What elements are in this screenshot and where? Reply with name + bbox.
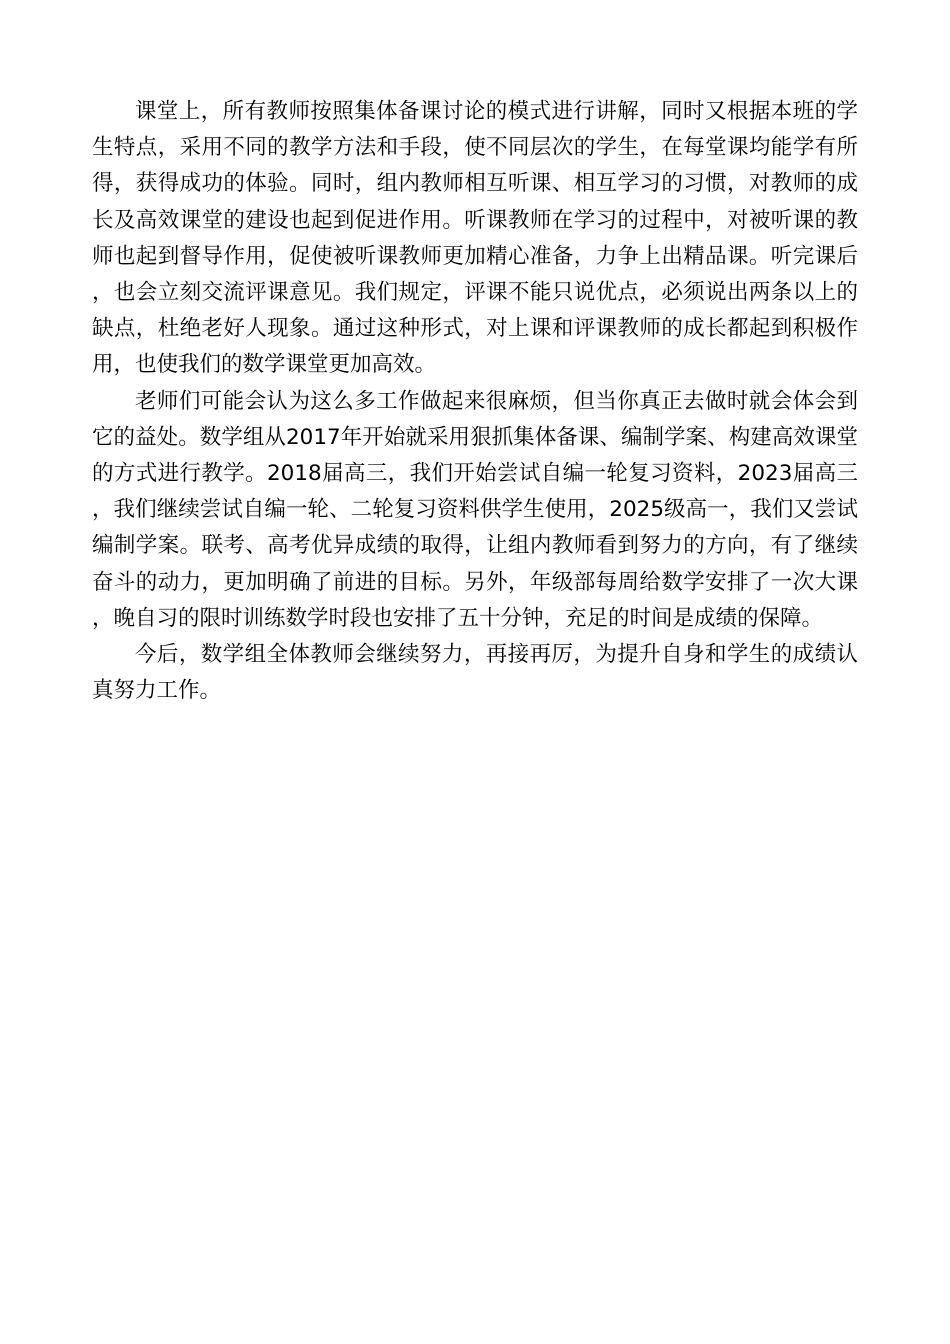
paragraph-classroom-teaching: 课堂上，所有教师按照集体备课讨论的模式进行讲解，同时又根据本班的学生特点，采用不同的教学方法和手段，使不同层次的学生，在每堂课均能学有所得，获得成功的体验。同时，组内教师相互听课、相互学习的习惯，对教师的成长及高效课堂的建设也起到促进作用。听课教师在学习的过程中，对被听课的教师也起到督导作用，促使被听课教师更加精心准备，力争上出精品课。听完课后，也会立刻交流评课意见。我们规定，评课不能只说优点，必须说出两条以上的缺点，杜绝老好人现象。通过这种形式，对上课和评课教师的成长都起到积极作用，也使我们的数学课堂更加高效。 [92,99,858,378]
document-body [92,94,858,709]
paragraph-workload-benefits: 老师们可能会认为这么多工作做起来很麻烦，但当你真正去做时就会体会到它的益处。数学组从2017年开始就采用狠抓集体备课、编制学案、构建高效课堂的方式进行教学。2018届高三，我们开始尝试自编一轮复习资料，2023届高三，我们继续尝试自编一轮、二轮复习资料供学生使用，2025级高一，我们又尝试编制学案。联考、高考优异成绩的取得，让组内教师看到努力的方向，有了继续奋斗的动力，更加明确了前进的目标。另外，年级部每周给数学安排了一次大课，晚自习的限时训练数学时段也安排了五十分钟，充足的时间是成绩的保障。 [92,388,858,631]
paragraph-future-efforts: 今后，数学组全体教师会继续努力，再接再厉，为提升自身和学生的成绩认真努力工作。 [92,642,858,704]
